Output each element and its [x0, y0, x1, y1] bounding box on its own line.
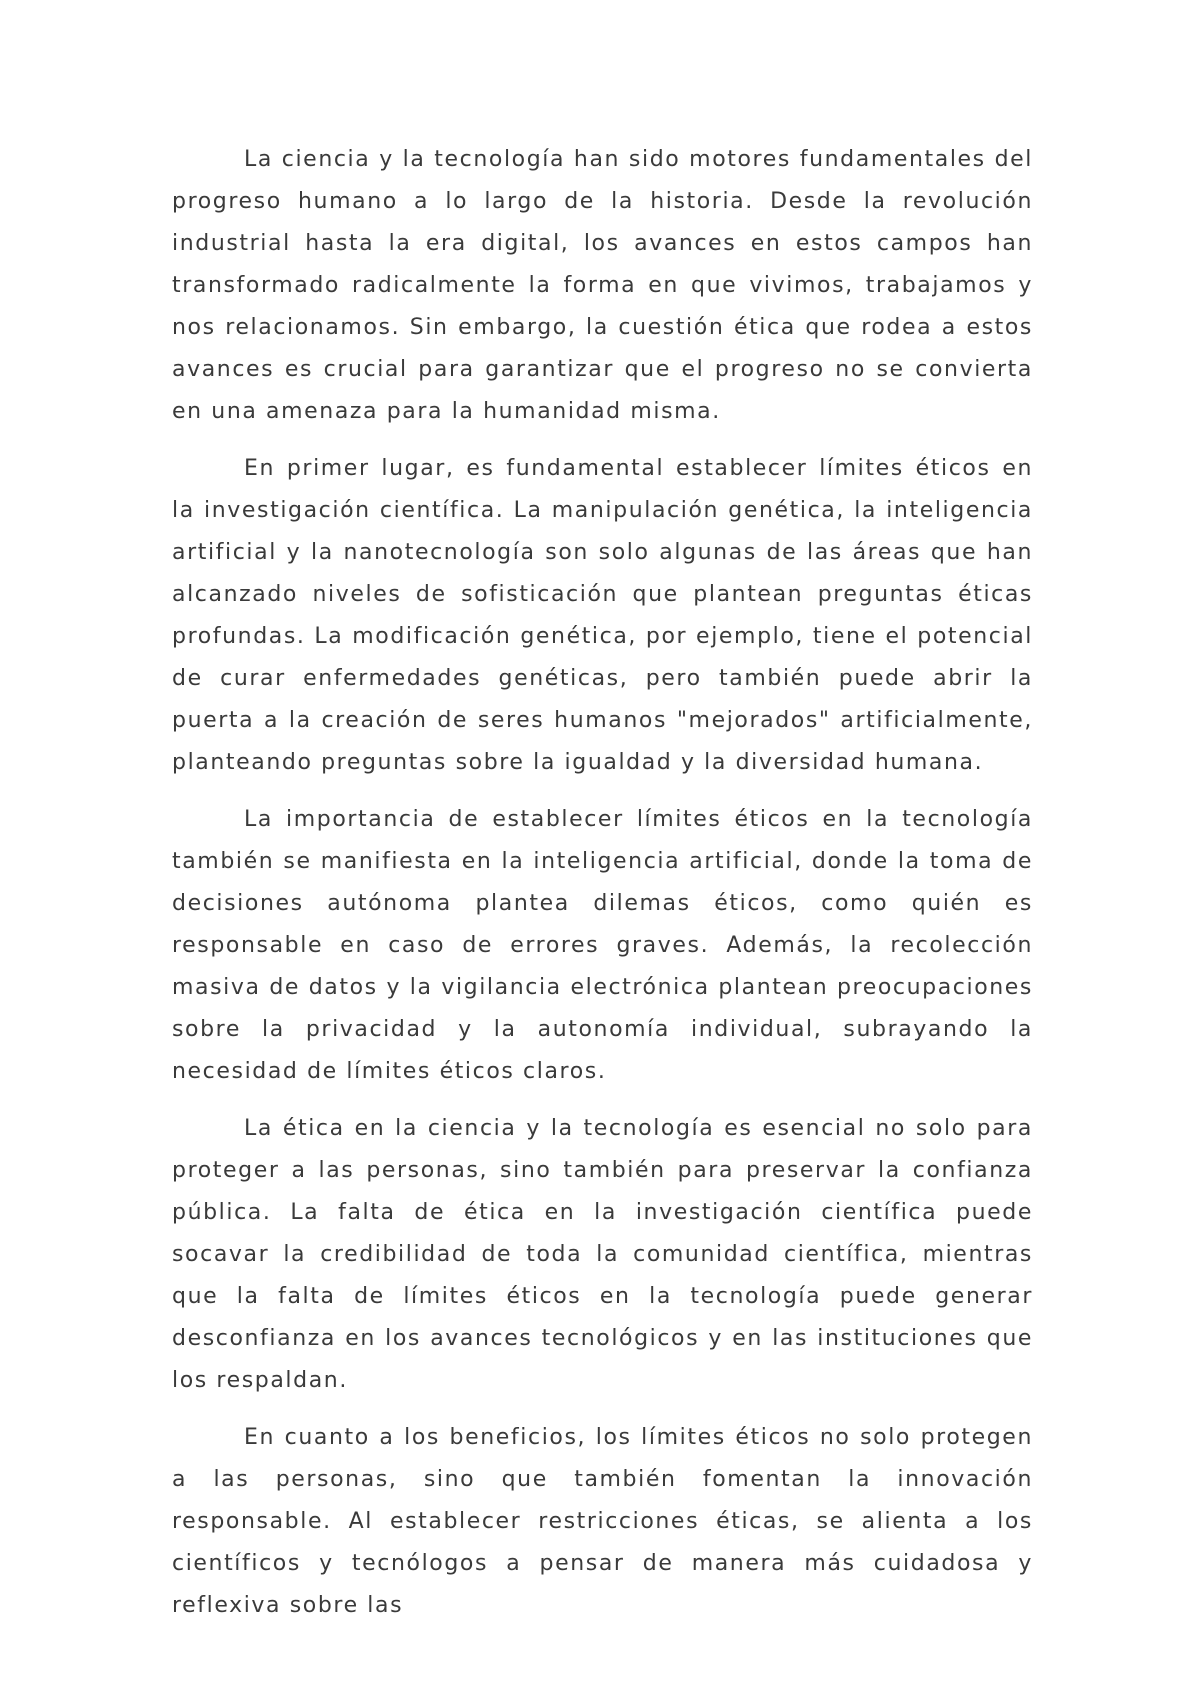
paragraph: En primer lugar, es fundamental establecer límites éticos en la investigación científica. La manipulación genética, la inteligencia artificial y la nanotecnología son solo algunas de las áreas que han alcanzado niveles de sofisticación que plantean preguntas éticas profundas. La modificación genética, por ejemplo, tiene el potencial de curar enfermedades genéticas, pero también puede abrir la puerta a la creación de seres humanos "mejorados" artificialmente, planteando preguntas sobre la igualdad y la diversidad humana. [172, 456, 1033, 775]
paragraph: La ciencia y la tecnología han sido motores fundamentales del progreso humano a lo largo de la historia. Desde la revolución industrial hasta la era digital, los avances en estos campos han transformado radicalmente la forma en que vivimos, trabajamos y nos relacionamos. Sin embargo, la cuestión ética que rodea a estos avances es crucial para garantizar que el progreso no se convierta en una amenaza para la humanidad misma. [172, 147, 1033, 424]
paragraph: La ética en la ciencia y la tecnología es esencial no solo para proteger a las personas, sino también para preservar la confianza pública. La falta de ética en la investigación científica puede socavar la credibilidad de toda la comunidad científica, mientras que la falta de límites éticos en la tecnología puede generar desconfianza en los avances tecnológicos y en las instituciones que los respaldan. [172, 1116, 1033, 1393]
paragraph: En cuanto a los beneficios, los límites éticos no solo protegen a las personas, sino que también fomentan la innovación responsable. Al establecer restricciones éticas, se alienta a los científicos y tecnólogos a pensar de manera más cuidadosa y reflexiva sobre las [172, 1425, 1033, 1618]
paragraph: La importancia de establecer límites éticos en la tecnología también se manifiesta en la inteligencia artificial, donde la toma de decisiones autónoma plantea dilemas éticos, como quién es responsable en caso de errores graves. Además, la recolección masiva de datos y la vigilancia electrónica plantean preocupaciones sobre la privacidad y la autonomía individual, subrayando la necesidad de límites éticos claros. [172, 807, 1033, 1084]
document-body [172, 139, 1033, 1642]
